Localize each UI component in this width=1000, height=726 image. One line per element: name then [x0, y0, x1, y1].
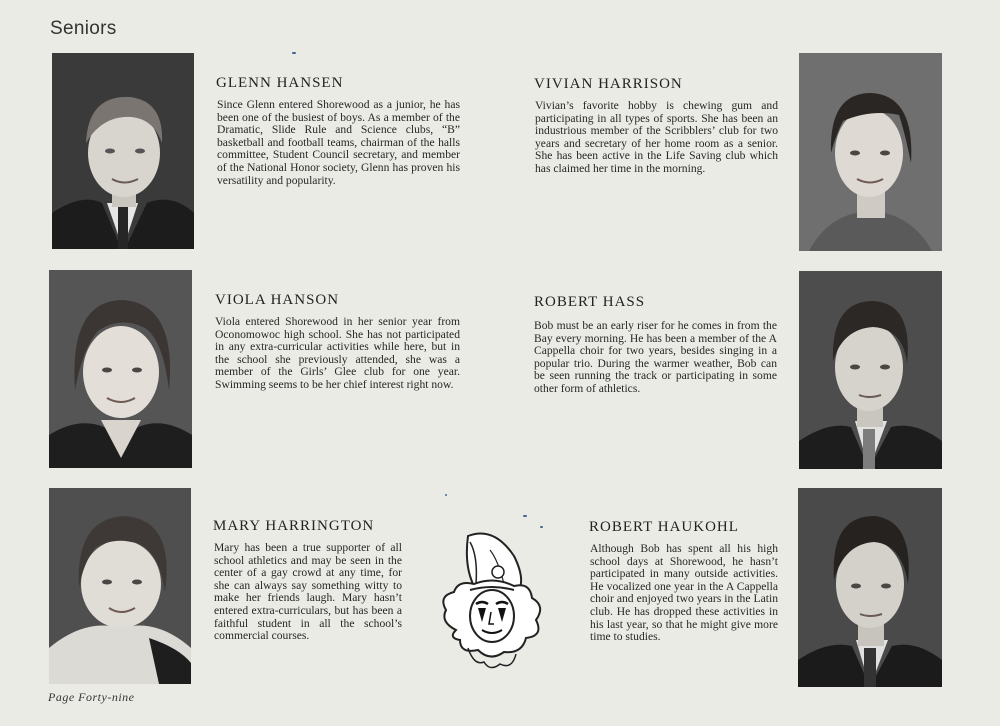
portrait-viola-hanson [49, 270, 192, 468]
senior-bio-viola-hanson: Viola entered Shorewood in her senior year from Oconomowoc high school. She has not participated in any extra-curricular activities while here, but in the school she previously attended, she was a member of the Girls’ Glee club for one year. Swimming seems to be her chief interest right now. [215, 315, 460, 391]
ink-speck [540, 526, 543, 528]
senior-bio-robert-hass: Bob must be an early riser for he comes in from the Bay every morning. He has been a member of the A Cappella choir for two years, besides singing in a popular trio. During the warmer weather, Bob can be seen running the track or participating in some other form of athletics. [534, 319, 777, 395]
senior-name-vivian-harrison: VIVIAN HARRISON [534, 76, 683, 92]
ink-speck [445, 494, 447, 496]
portrait-glenn-hansen [52, 53, 194, 249]
senior-name-robert-haukohl: ROBERT HAUKOHL [589, 519, 739, 535]
portrait-robert-hass [799, 271, 942, 469]
senior-bio-mary-harrington: Mary has been a true supporter of all school athletics and may be seen in the center of a gay crowd at any time, for she can always say something witty to make her friends laugh. Mary hasn’t entered extra-curriculars, but has been a faithful student in all the school’s commercial courses. [214, 541, 402, 643]
page-number: Page Forty-nine [48, 690, 135, 704]
section-title: Seniors [50, 18, 117, 39]
senior-name-glenn-hansen: GLENN HANSEN [216, 75, 344, 91]
senior-bio-vivian-harrison: Vivian’s favorite hobby is chewing gum and participating in all types of sports. She has been an industrious member of the Scribblers’ club for two years and secretary of her home room as a senior. She has been active in the Life Saving club which has claimed her time in the morning. [535, 99, 778, 175]
senior-name-robert-hass: ROBERT HASS [534, 294, 646, 310]
senior-name-viola-hanson: VIOLA HANSON [215, 292, 340, 308]
senior-bio-glenn-hansen: Since Glenn entered Shorewood as a junior, he has been one of the busiest of boys. As a member of the Dramatic, Slide Rule and Science clubs, “B” basketball and football teams, chairman of the halls committee, Student Council secretary, and member of the National Honor society, Glenn has proven his versatility and popularity. [217, 98, 460, 187]
ink-speck [292, 52, 296, 54]
senior-name-mary-harrington: MARY HARRINGTON [213, 518, 375, 534]
portrait-robert-haukohl [798, 488, 942, 687]
ink-speck [523, 515, 527, 517]
clown-mascot-drawing [434, 526, 554, 681]
senior-bio-robert-haukohl: Although Bob has spent all his high school days at Shorewood, he hasn’t participated in many outside activities. He vocalized one year in the A Cappella choir and enjoyed two years in the Latin club. He has dropped these activities in his last year, so that he might give more time to studies. [590, 542, 778, 644]
portrait-vivian-harrison [799, 53, 942, 251]
portrait-mary-harrington [49, 488, 191, 684]
